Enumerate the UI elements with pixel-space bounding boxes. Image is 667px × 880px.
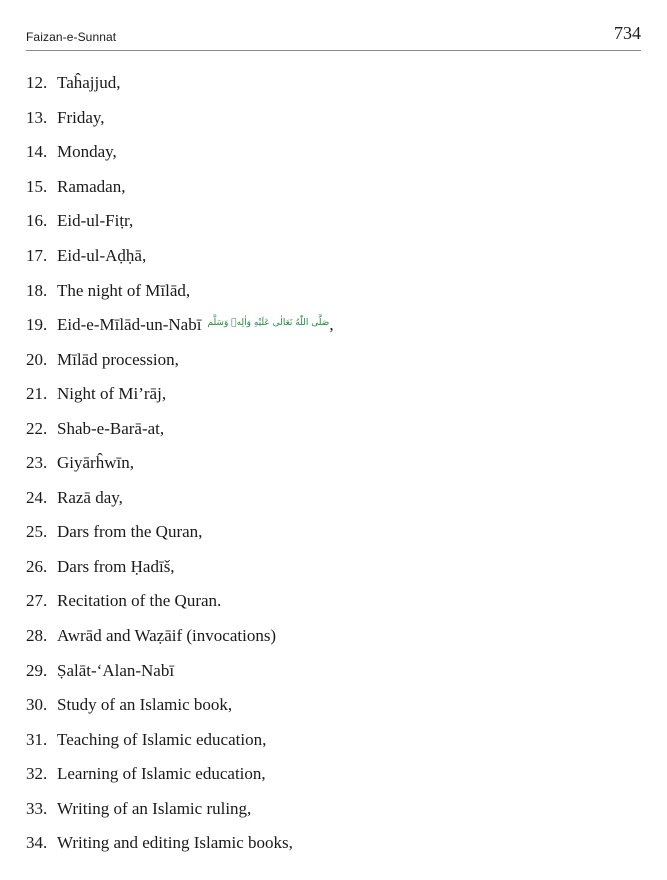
list-item [26, 170, 636, 205]
list-item [26, 550, 636, 585]
item-number: 21. [26, 384, 48, 404]
item-number: 25. [26, 522, 48, 542]
item-number: 33. [26, 798, 48, 818]
item-number: 20. [26, 349, 48, 369]
list-item [26, 722, 636, 757]
list-item [26, 481, 636, 516]
list-item [26, 204, 636, 239]
item-number: 16. [26, 211, 48, 231]
list-item [26, 653, 636, 688]
item-text: Taĥajjud, [57, 73, 121, 93]
list-item [26, 66, 636, 101]
list-item [26, 515, 636, 550]
list-item [26, 342, 636, 377]
item-number: 31. [26, 729, 48, 749]
page-number: 734 [614, 23, 641, 43]
item-text: Razā day, [57, 487, 123, 507]
item-number: 19. [26, 315, 48, 335]
item-number: 27. [26, 591, 48, 611]
item-number: 34. [26, 833, 48, 853]
item-text: Shab-e-Barā-at, [57, 418, 165, 438]
list-item [26, 791, 636, 826]
page-header [26, 22, 641, 51]
list-item [26, 377, 636, 412]
item-text: Awrād and Waẓāif (invocations) [57, 626, 277, 646]
item-number: 23. [26, 453, 48, 473]
list-item [26, 101, 636, 136]
item-number: 24. [26, 487, 48, 507]
item-text: Dars from Ḥadīš, [57, 556, 175, 576]
salutation-calligraphy: صَلَّى اللّٰهُ تَعَالٰى عَلَيْهِ وَاٰلِهٖ وَسَلَّم [207, 318, 330, 329]
list-item [26, 584, 636, 619]
numbered-list [26, 66, 636, 861]
list-item [26, 239, 636, 274]
item-text: Writing of an Islamic ruling, [57, 798, 252, 818]
item-number: 28. [26, 626, 48, 646]
list-item [26, 619, 636, 654]
item-number: 15. [26, 176, 48, 196]
item-text: Eid-ul-Aḍḥā, [57, 246, 147, 265]
item-number: 13. [26, 107, 48, 127]
list-item [26, 688, 636, 723]
item-text: Dars from the Quran, [57, 522, 203, 542]
item-text: Ramadan, [57, 176, 126, 196]
item-punctuation: , [329, 315, 334, 335]
item-text: Eid-ul-Fiṭr, [57, 211, 134, 231]
book-title: Faizan-e-Sunnat [26, 30, 117, 44]
item-text: Mīlād procession, [57, 349, 179, 369]
item-text: Monday, [57, 142, 117, 162]
item-number: 14. [26, 142, 48, 162]
list-item [26, 411, 636, 446]
list-item [26, 446, 636, 481]
item-number: 18. [26, 280, 48, 300]
list-item [26, 273, 636, 308]
item-text: Giyārĥwīn, [57, 453, 134, 473]
item-number: 17. [26, 246, 48, 265]
item-text: Eid-e-Mīlād-un-Nabī [57, 315, 202, 335]
item-number: 26. [26, 556, 48, 576]
item-text: Study of an Islamic book, [57, 695, 233, 715]
item-text: Friday, [57, 107, 105, 127]
item-number: 32. [26, 764, 48, 784]
item-text: Writing and editing Islamic books, [57, 833, 293, 853]
item-number: 29. [26, 660, 48, 680]
item-number: 22. [26, 418, 48, 438]
item-text: Night of Mi’rāj, [57, 384, 167, 404]
item-number: 12. [26, 73, 48, 93]
list-item [26, 757, 636, 792]
list-item [26, 308, 636, 343]
item-text: The night of Mīlād, [57, 280, 191, 300]
item-number: 30. [26, 695, 48, 715]
item-text: Recitation of the Quran. [57, 591, 222, 611]
item-text: Learning of Islamic education, [57, 764, 266, 784]
item-text: Teaching of Islamic education, [57, 729, 267, 749]
list-item [26, 135, 636, 170]
list-item [26, 826, 636, 861]
item-text: Ṣalāt-‘Alan-Nabī [57, 660, 175, 680]
